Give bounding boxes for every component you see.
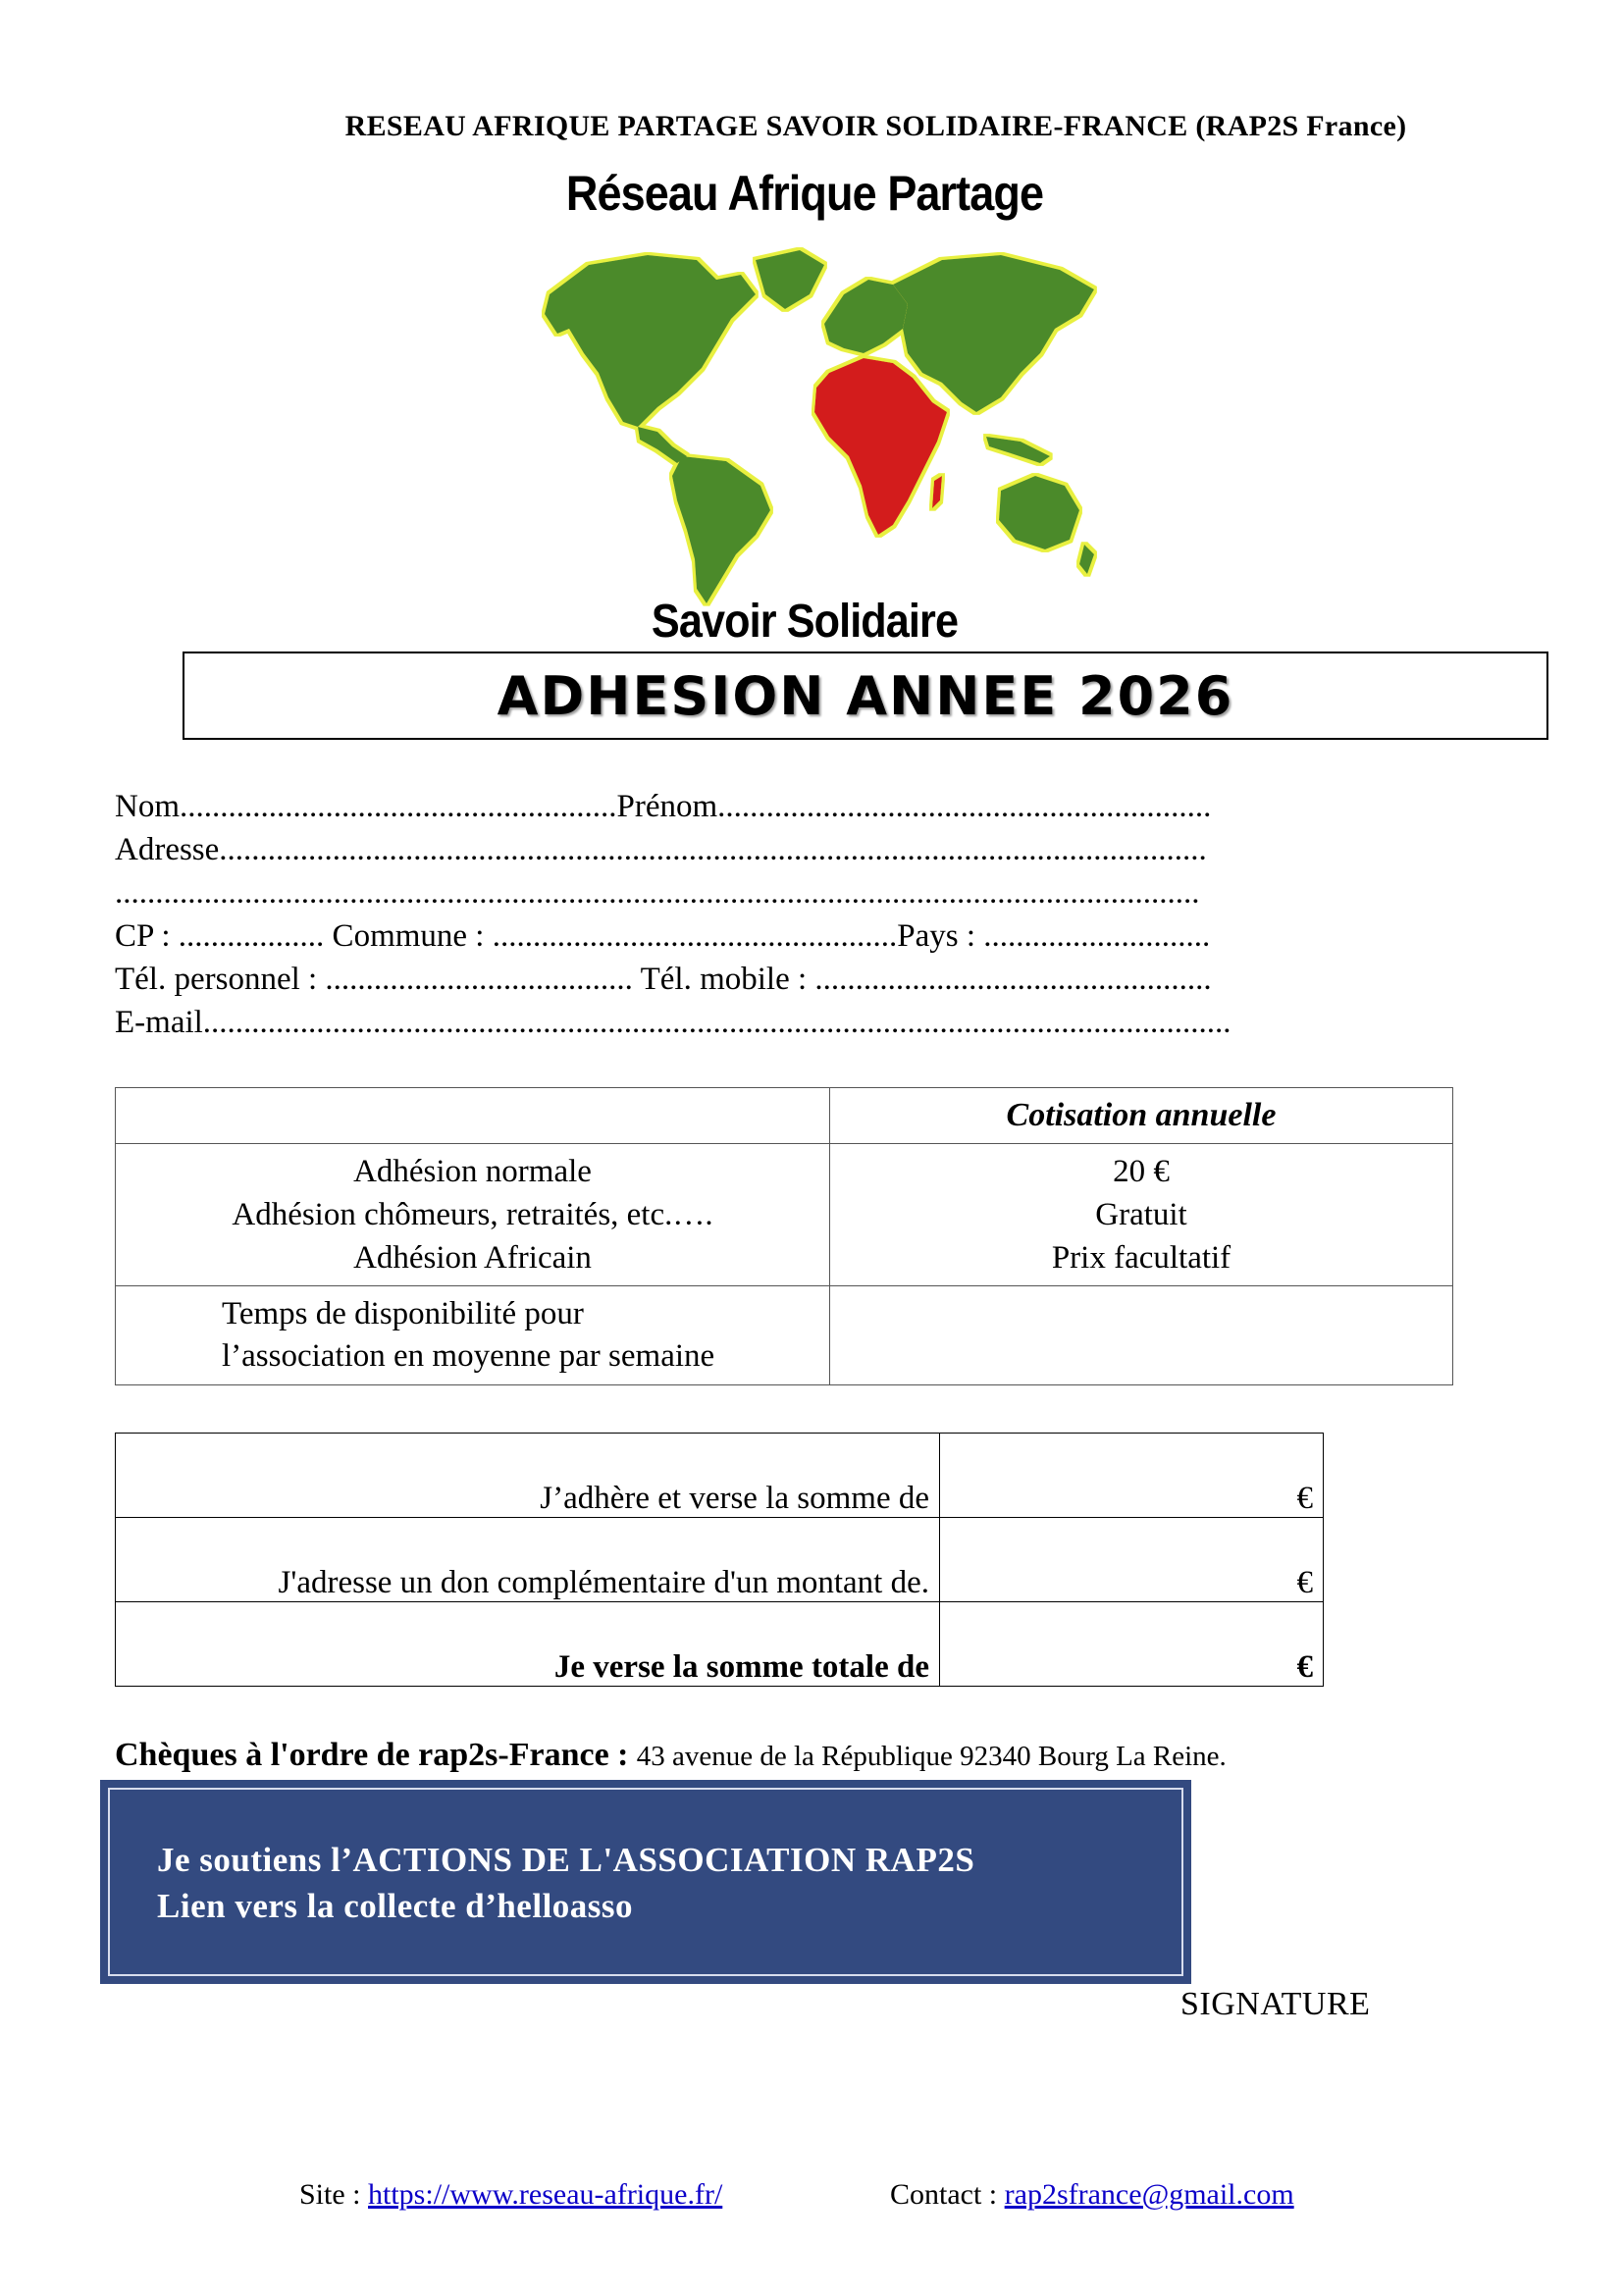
- africa-shape: [814, 358, 947, 535]
- row-label-normale: Adhésion normale: [353, 1154, 592, 1189]
- cheques-address: 43 avenue de la République 92340 Bourg La Reine.: [636, 1741, 1227, 1772]
- form-title-box: [183, 652, 1548, 740]
- header-title: RESEAU AFRIQUE PARTAGE SAVOIR SOLIDAIRE-FRANCE (RAP2S France): [344, 110, 1407, 142]
- payment-amount-don[interactable]: €: [940, 1518, 1324, 1602]
- dispo-line-2: l’association en moyenne par semaine: [222, 1338, 715, 1374]
- indonesia-shape: [986, 437, 1050, 463]
- cotisation-values: [830, 1144, 1453, 1286]
- form-title: ADHESION ANNEE 2026: [497, 664, 1234, 727]
- north-america-shape: [545, 255, 756, 427]
- contact-email-link[interactable]: rap2sfrance@gmail.com: [1004, 2178, 1294, 2211]
- field-email[interactable]: E-mail...............................................................................................................................: [115, 1005, 1231, 1040]
- cheques-label: Chèques à l'ordre de rap2s-France :: [115, 1737, 629, 1773]
- row-label-chomeurs: Adhésion chômeurs, retraités, etc.….: [232, 1197, 713, 1232]
- cotisation-table-empty-header: [116, 1088, 830, 1144]
- field-nom-prenom[interactable]: Nom......................................................Prénom.............................................................: [115, 789, 1212, 824]
- new-zealand-shape: [1079, 545, 1094, 574]
- cheques-info: [115, 1737, 1227, 1774]
- payment-label-adhesion: J’adhère et verse la somme de: [116, 1434, 940, 1518]
- row-value-normale: 20 €: [1113, 1154, 1170, 1189]
- field-adresse-line2[interactable]: ......................................................................................................................................: [115, 875, 1200, 911]
- field-cp-commune-pays[interactable]: CP : .................. Commune : ..................................................Pays : ............................: [115, 918, 1211, 954]
- europe-shape: [824, 280, 908, 353]
- field-adresse[interactable]: Adresse..........................................................................................................................: [115, 832, 1207, 867]
- dispo-line-1: Temps de disponibilité pour: [222, 1296, 584, 1331]
- support-helloasso-box[interactable]: [100, 1780, 1191, 1984]
- payment-label-don: J'adresse un don complémentaire d'un montant de.: [116, 1518, 940, 1602]
- payment-amount-adhesion[interactable]: €: [940, 1434, 1324, 1518]
- contact-label: Contact :: [890, 2178, 1005, 2211]
- field-telephones[interactable]: Tél. personnel : ...................................... Tél. mobile : .................................................: [115, 962, 1212, 997]
- central-america-shape: [638, 427, 687, 463]
- footer-contact: [890, 2178, 1294, 2212]
- site-label: Site :: [299, 2178, 369, 2211]
- australia-shape: [999, 476, 1079, 549]
- asia-shape: [893, 255, 1094, 412]
- cotisation-labels: [116, 1144, 830, 1286]
- row-label-africain: Adhésion Africain: [353, 1240, 592, 1276]
- row-value-chomeurs: Gratuit: [1095, 1197, 1187, 1232]
- support-box-text: [157, 1837, 974, 1929]
- cotisation-header: Cotisation annuelle: [830, 1088, 1453, 1144]
- footer-site: [299, 2178, 722, 2212]
- greenland-shape: [756, 250, 824, 309]
- logo-top-text: Réseau Afrique Partage: [565, 166, 1044, 221]
- world-map-logo: [530, 235, 1099, 608]
- support-line-2-link[interactable]: Lien vers la collecte d’helloasso: [157, 1887, 634, 1925]
- madagascar-shape: [932, 476, 942, 508]
- south-america-shape: [672, 456, 770, 603]
- disponibilite-input[interactable]: [830, 1286, 1453, 1385]
- signature-label: SIGNATURE: [1180, 1986, 1371, 2022]
- payment-amount-total[interactable]: €: [940, 1602, 1324, 1687]
- payment-label-total: Je verse la somme totale de: [116, 1602, 940, 1687]
- disponibilite-label: [116, 1286, 830, 1385]
- row-value-africain: Prix facultatif: [1051, 1240, 1231, 1276]
- payment-table: [115, 1433, 1324, 1687]
- cotisation-table: [115, 1087, 1453, 1385]
- member-form-fields: [115, 785, 1410, 1044]
- support-line-1: Je soutiens l’ACTIONS DE L'ASSOCIATION RAP2S: [157, 1841, 975, 1879]
- site-url-link[interactable]: https://www.reseau-afrique.fr/: [368, 2178, 723, 2211]
- logo-bottom-text: Savoir Solidaire: [651, 596, 959, 648]
